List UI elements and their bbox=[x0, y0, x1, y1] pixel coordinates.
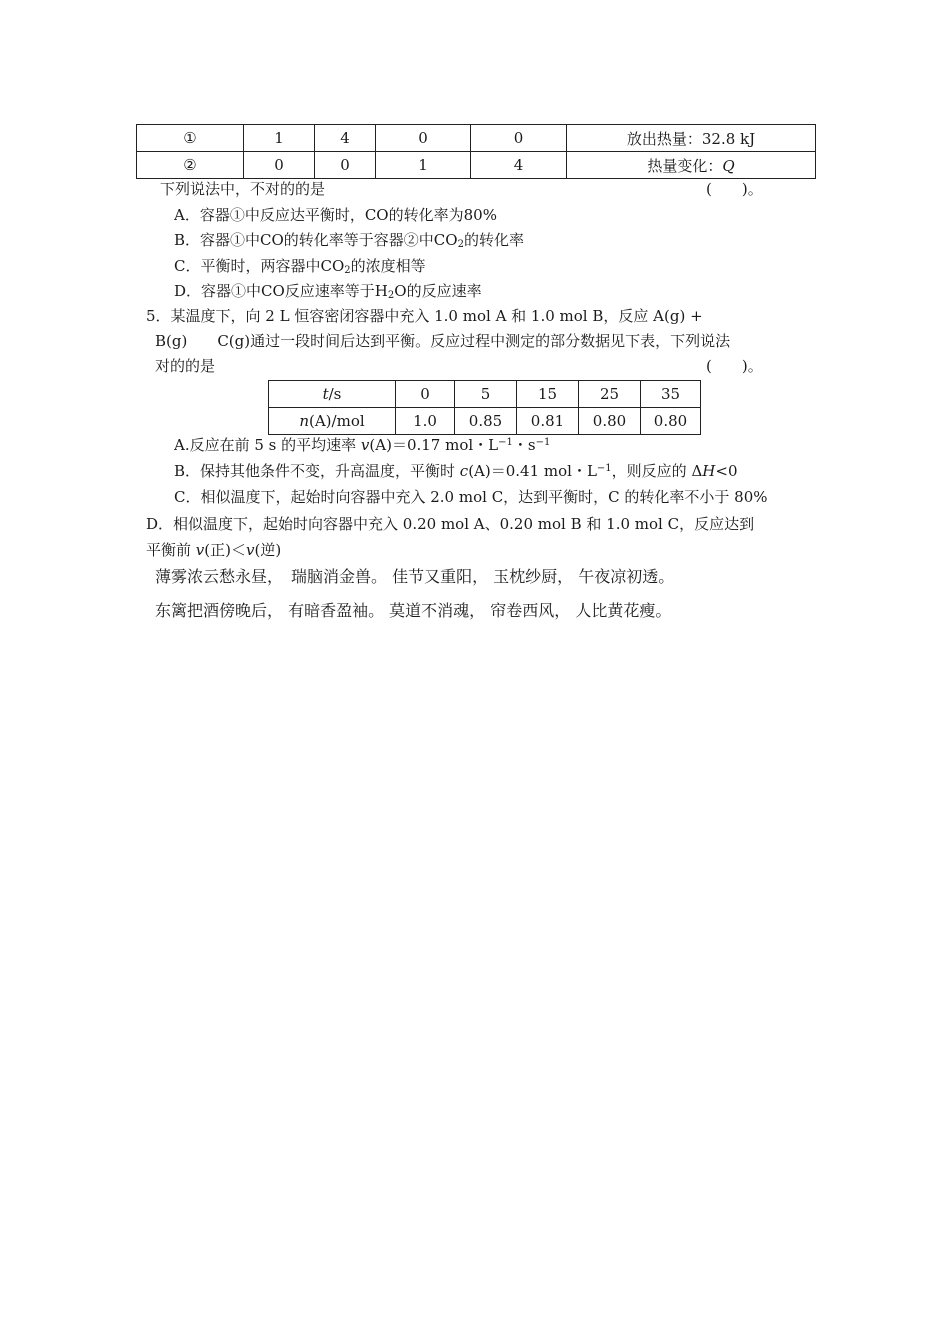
text: (正)＜ bbox=[204, 541, 246, 559]
q4-answer-paren: ( )。 bbox=[706, 180, 763, 198]
reaction-data-table bbox=[268, 380, 701, 435]
table-cell: 1 bbox=[376, 152, 471, 179]
variable: v bbox=[245, 541, 255, 559]
text: A.反应在前 5 s 的平均速率 bbox=[174, 436, 361, 454]
q4-option-a: A．容器①中反应达平衡时，CO的转化率为80% bbox=[174, 206, 497, 224]
text: (A)＝0.17 mol・L bbox=[369, 436, 499, 454]
table-cell: 25 bbox=[579, 381, 641, 408]
q5-option-c: C．相似温度下，起始时向容器中充入 2.0 mol C，达到平衡时，C 的转化率不小于 80% bbox=[174, 488, 768, 506]
heat-variable: Q bbox=[722, 156, 735, 175]
table-cell: 35 bbox=[641, 381, 701, 408]
text: (A)＝0.41 mol・L bbox=[468, 462, 597, 480]
table-row bbox=[137, 125, 816, 152]
variable: H bbox=[702, 462, 716, 480]
table-cell: 5 bbox=[455, 381, 517, 408]
variable: c bbox=[459, 462, 469, 480]
table-row bbox=[269, 381, 701, 408]
variable: n bbox=[299, 412, 309, 430]
table-cell: 0 bbox=[244, 152, 315, 179]
table-cell: 1 bbox=[244, 125, 315, 152]
table-cell: 4 bbox=[315, 125, 376, 152]
table-cell: 4 bbox=[471, 152, 567, 179]
text: C．平衡时，两容器中CO bbox=[174, 257, 345, 275]
superscript: −1 bbox=[535, 437, 551, 448]
heat-label: 热量变化： bbox=[647, 156, 723, 175]
table-cell: 0 bbox=[315, 152, 376, 179]
text: <0 bbox=[715, 462, 738, 480]
table-row bbox=[269, 408, 701, 435]
table-cell: 0 bbox=[396, 381, 455, 408]
table-cell: 1.0 bbox=[396, 408, 455, 435]
table-cell: 0.81 bbox=[517, 408, 579, 435]
text: O的反应速率 bbox=[394, 282, 482, 300]
q4-option-d bbox=[174, 280, 482, 301]
poem-line-1: 薄雾浓云愁永昼， 瑞脑消金兽。 佳节又重阳， 玉枕纱厨， 午夜凉初透。 bbox=[155, 567, 675, 586]
q5-option-d: D．相似温度下，起始时向容器中充入 0.20 mol A、0.20 mol B 和 1.0 mol C，反应达到 bbox=[146, 515, 755, 533]
text: B．保持其他条件不变，升高温度，平衡时 bbox=[174, 462, 460, 480]
table-cell: 0.80 bbox=[579, 408, 641, 435]
text: ・s bbox=[512, 436, 536, 454]
table-cell: 0 bbox=[376, 125, 471, 152]
q4-option-b bbox=[174, 229, 524, 250]
text: 的转化率 bbox=[463, 231, 524, 249]
variable: v bbox=[195, 541, 205, 559]
q5-option-a bbox=[174, 434, 550, 455]
text: D．容器①中CO反应速率等于H bbox=[174, 282, 388, 300]
superscript: −1 bbox=[596, 463, 612, 474]
table-cell: 0.85 bbox=[455, 408, 517, 435]
heat-cell bbox=[567, 152, 816, 179]
heat-cell: 放出热量：32.8 kJ bbox=[567, 125, 816, 152]
poem-line-2: 东篱把酒傍晚后， 有暗香盈袖。 莫道不消魂， 帘卷西风， 人比黄花瘦。 bbox=[155, 601, 672, 620]
table-cell: 15 bbox=[517, 381, 579, 408]
table-cell: 0 bbox=[471, 125, 567, 152]
text: 平衡前 bbox=[146, 541, 196, 559]
table-cell: 0.80 bbox=[641, 408, 701, 435]
subscript: 2 bbox=[387, 290, 395, 301]
text: B．容器①中CO的转化率等于容器②中CO bbox=[174, 231, 458, 249]
text: 的浓度相等 bbox=[350, 257, 426, 275]
table-row bbox=[137, 152, 816, 179]
text: (逆) bbox=[254, 541, 282, 559]
container-label: ② bbox=[137, 152, 244, 179]
subscript: 2 bbox=[344, 265, 351, 276]
q5-answer-paren: ( )。 bbox=[706, 357, 763, 375]
superscript: −1 bbox=[498, 437, 513, 448]
header-time bbox=[269, 381, 396, 408]
variable: v bbox=[360, 436, 370, 454]
q5-option-b bbox=[174, 460, 738, 481]
header-amount bbox=[269, 408, 396, 435]
q5-option-d-cont bbox=[146, 539, 281, 560]
q5-line-3: 对的的是 bbox=[155, 357, 216, 375]
q4-stem: 下列说法中，不对的的是 bbox=[160, 180, 326, 198]
q5-line-2: B(g) C(g)通过一段时间后达到平衡。反应过程中测定的部分数据见下表，下列说法 bbox=[155, 332, 731, 350]
container-label: ① bbox=[137, 125, 244, 152]
variable: t bbox=[322, 385, 329, 403]
subscript: 2 bbox=[457, 239, 464, 250]
experiment-table bbox=[136, 124, 816, 179]
unit: /s bbox=[328, 385, 342, 403]
text: ，则反应的 Δ bbox=[611, 462, 703, 480]
q4-option-c bbox=[174, 255, 426, 276]
q5-line-1: 5．某温度下，向 2 L 恒容密闭容器中充入 1.0 mol A 和 1.0 mol B，反应 A(g) + bbox=[146, 307, 703, 325]
unit: (A)/mol bbox=[309, 412, 365, 430]
